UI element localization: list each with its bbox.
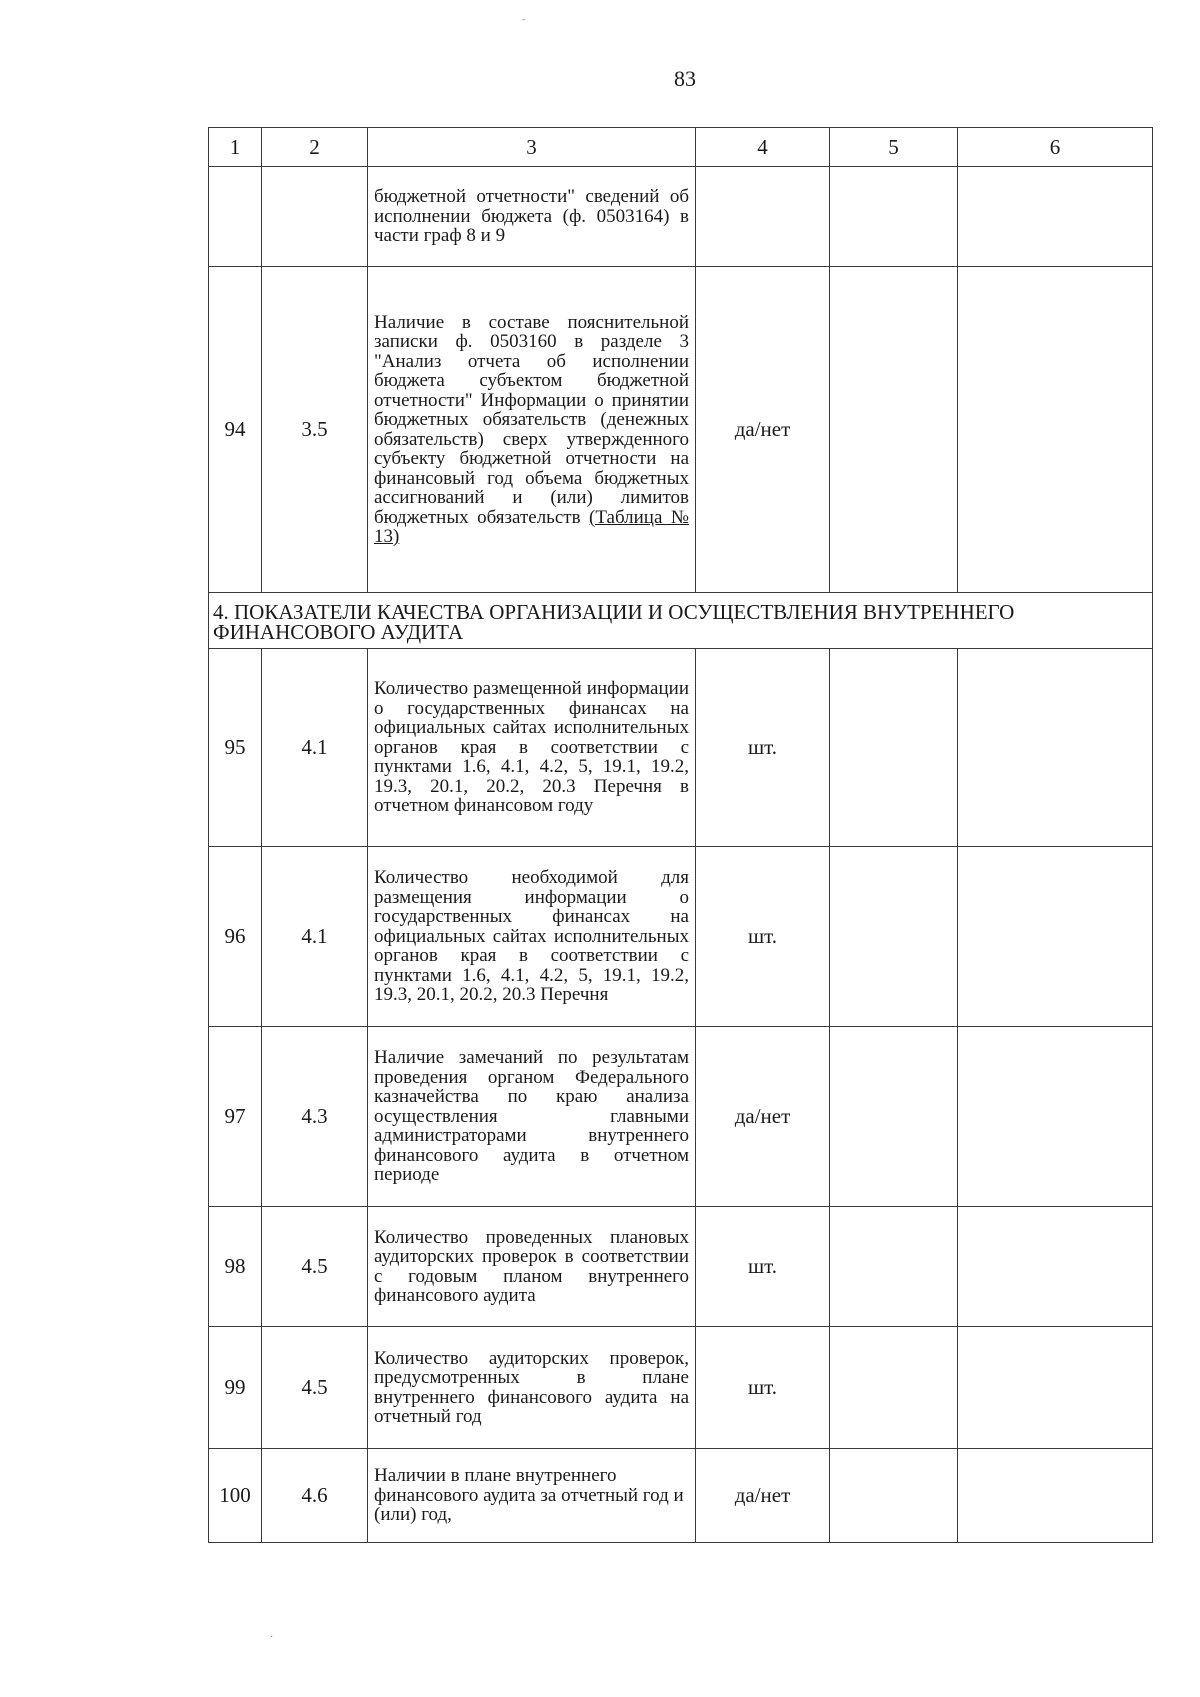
header-row (209, 128, 1153, 167)
table-row-98 (209, 1207, 1153, 1327)
row-description: Количество аудиторских проверок, предусмотренных в плане внутреннего финансового аудита на отчетный год (368, 1327, 696, 1449)
continuation-description: бюджетной отчетности" сведений об исполнении бюджета (ф. 0503164) в части граф 8 и 9 (368, 167, 696, 267)
row-code: 4.1 (262, 649, 368, 847)
row-unit: шт. (696, 1327, 830, 1449)
table-row-96 (209, 847, 1153, 1027)
row-unit: шт. (696, 1207, 830, 1327)
row-number: 98 (209, 1207, 262, 1327)
row-description: Наличие замечаний по результатам проведения органом Федерального казначейства по краю анализа осуществления главными администраторами внутреннего финансового аудита в отчетном периоде (368, 1027, 696, 1207)
row-description: Количество необходимой для размещения информации о государственных финансах на официальных сайтах исполнительных органов края в соответствии с пунктами 1.6, 4.1, 4.2, 5, 19.1, 19.2, 19.3, 20.1, 20.2, 20.3 Перечня (368, 847, 696, 1027)
row-code: 4.1 (262, 847, 368, 1027)
scan-speck: · (270, 1632, 274, 1643)
row-unit: да/нет (696, 267, 830, 593)
row-code: 3.5 (262, 267, 368, 593)
header-cell-3: 3 (368, 128, 696, 167)
row-number: 99 (209, 1327, 262, 1449)
row-code: 4.5 (262, 1327, 368, 1449)
table-reference: (Таблица № 13) (374, 506, 689, 547)
row-number: 100 (209, 1449, 262, 1543)
row-number: 97 (209, 1027, 262, 1207)
row-code: 4.5 (262, 1207, 368, 1327)
header-cell-6: 6 (958, 128, 1153, 167)
header-cell-4: 4 (696, 128, 830, 167)
row-code: 4.3 (262, 1027, 368, 1207)
table-row-94 (209, 267, 1153, 593)
table-row-99 (209, 1327, 1153, 1449)
header-cell-5: 5 (830, 128, 958, 167)
table-row-97 (209, 1027, 1153, 1207)
table-row-continuation (209, 167, 1153, 267)
row-description: Количество проведенных плановых аудиторских проверок в соответствии с годовым планом внутреннего финансового аудита (368, 1207, 696, 1327)
row-unit: да/нет (696, 1449, 830, 1543)
header-cell-2: 2 (262, 128, 368, 167)
page-number: 83 (674, 66, 696, 91)
table-row-100 (209, 1449, 1153, 1543)
row-unit: шт. (696, 649, 830, 847)
row-description: Наличии в плане внутреннего финансового аудита за отчетный год и (или) год, (368, 1449, 696, 1543)
scan-speck: ˉ (522, 18, 526, 29)
header-cell-1: 1 (209, 128, 262, 167)
indicators-table (208, 127, 1153, 1543)
section-4-title: 4. ПОКАЗАТЕЛИ КАЧЕСТВА ОРГАНИЗАЦИИ И ОСУЩЕСТВЛЕНИЯ ВНУТРЕННЕГО ФИНАНСОВОГО АУДИТА (209, 593, 1153, 649)
row-description-text: Наличие в составе пояснительной записки ф. 0503160 в разделе 3 "Анализ отчета об исполнении бюджета субъектом бюджетной отчетности" Информации о принятии бюджетных обязательств (денежных обязательств) сверх утвержденного субъекту бюджетной отчетности на финансовый год объема бюджетных ассигнований и (или) лимитов бюджетных обязательств (374, 311, 689, 528)
row-code: 4.6 (262, 1449, 368, 1543)
row-unit: шт. (696, 847, 830, 1027)
section-4-row (209, 593, 1153, 649)
row-number: 96 (209, 847, 262, 1027)
row-description (368, 267, 696, 593)
row-description: Количество размещенной информации о государственных финансах на официальных сайтах исполнительных органов края в соответствии с пунктами 1.6, 4.1, 4.2, 5, 19.1, 19.2, 19.3, 20.1, 20.2, 20.3 Перечня в отчетном финансовом году (368, 649, 696, 847)
row-number: 94 (209, 267, 262, 593)
row-unit: да/нет (696, 1027, 830, 1207)
table-row-95 (209, 649, 1153, 847)
row-number: 95 (209, 649, 262, 847)
